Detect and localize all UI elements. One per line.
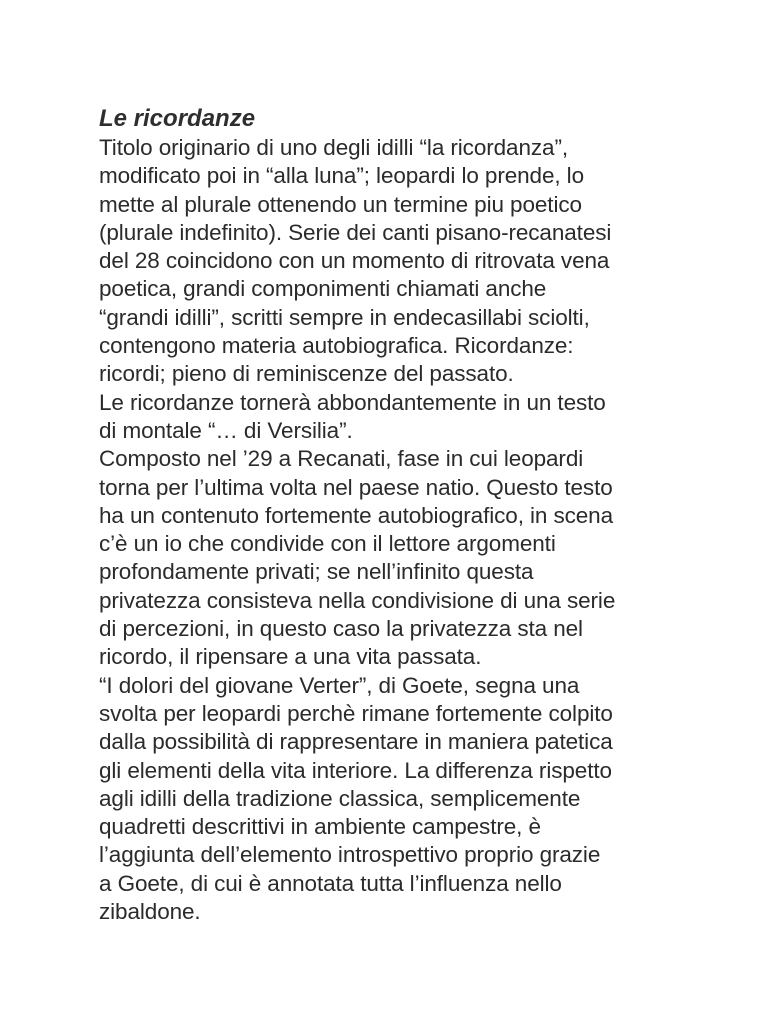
text-line: contengono materia autobiografica. Ricordanze: [99, 333, 574, 359]
text-line: ha un contenuto fortemente autobiografico, in scena [99, 502, 614, 528]
text-line: Titolo originario di uno degli idilli “la ricordanza”, [99, 135, 568, 160]
text-line: modificato poi in “alla luna”; leopardi lo prende, lo [99, 163, 584, 189]
text-line: del 28 coincidono con un momento di ritrovata vena [99, 248, 610, 274]
text-line: dalla possibilità di rappresentare in maniera patetica [99, 729, 613, 755]
text-line: l’aggiunta dell’elemento introspettivo proprio grazie [99, 842, 601, 868]
text-line: zibaldone. [99, 899, 201, 925]
note-body [99, 134, 709, 926]
text-line: privatezza consisteva nella condivisione di una serie [99, 587, 616, 613]
text-line: (plurale indefinito). Serie dei canti pisano-recanatesi [99, 219, 612, 245]
text-line: ricordi; pieno di reminiscenze del passato. [99, 361, 514, 387]
text-line: mette al plurale ottenendo un termine piu poetico [99, 191, 582, 217]
text-line: ricordo, il ripensare a una vita passata. [99, 644, 482, 670]
text-line: Le ricordanze tornerà abbondantemente in un testo [99, 389, 606, 415]
text-line: torna per l’ultima volta nel paese natio. Questo testo [99, 474, 613, 500]
text-line: “grandi idilli”, scritti sempre in endecasillabi sciolti, [99, 304, 590, 330]
text-line: a Goete, di cui è annotata tutta l’influenza nello [99, 870, 562, 896]
text-line: di montale “… di Versilia”. [99, 417, 353, 443]
text-line: “I dolori del giovane Verter”, di Goete, segna una [99, 672, 580, 698]
text-line: di percezioni, in questo caso la privatezza sta nel [99, 616, 583, 642]
note-title: Le ricordanze [99, 105, 256, 132]
text-line: poetica, grandi componimenti chiamati anche [99, 276, 547, 302]
text-line: quadretti descrittivi in ambiente campestre, è [99, 814, 541, 840]
text-line: Composto nel ’29 a Recanati, fase in cui leopardi [99, 446, 584, 472]
text-line: gli elementi della vita interiore. La differenza rispetto [99, 757, 612, 783]
text-line: profondamente privati; se nell’infinito questa [99, 559, 534, 585]
text-line: c’è un io che condivide con il lettore argomenti [99, 531, 556, 557]
text-line: svolta per leopardi perchè rimane fortemente colpito [99, 700, 613, 726]
text-line: agli idilli della tradizione classica, semplicemente [99, 785, 581, 811]
note-page [99, 104, 709, 926]
